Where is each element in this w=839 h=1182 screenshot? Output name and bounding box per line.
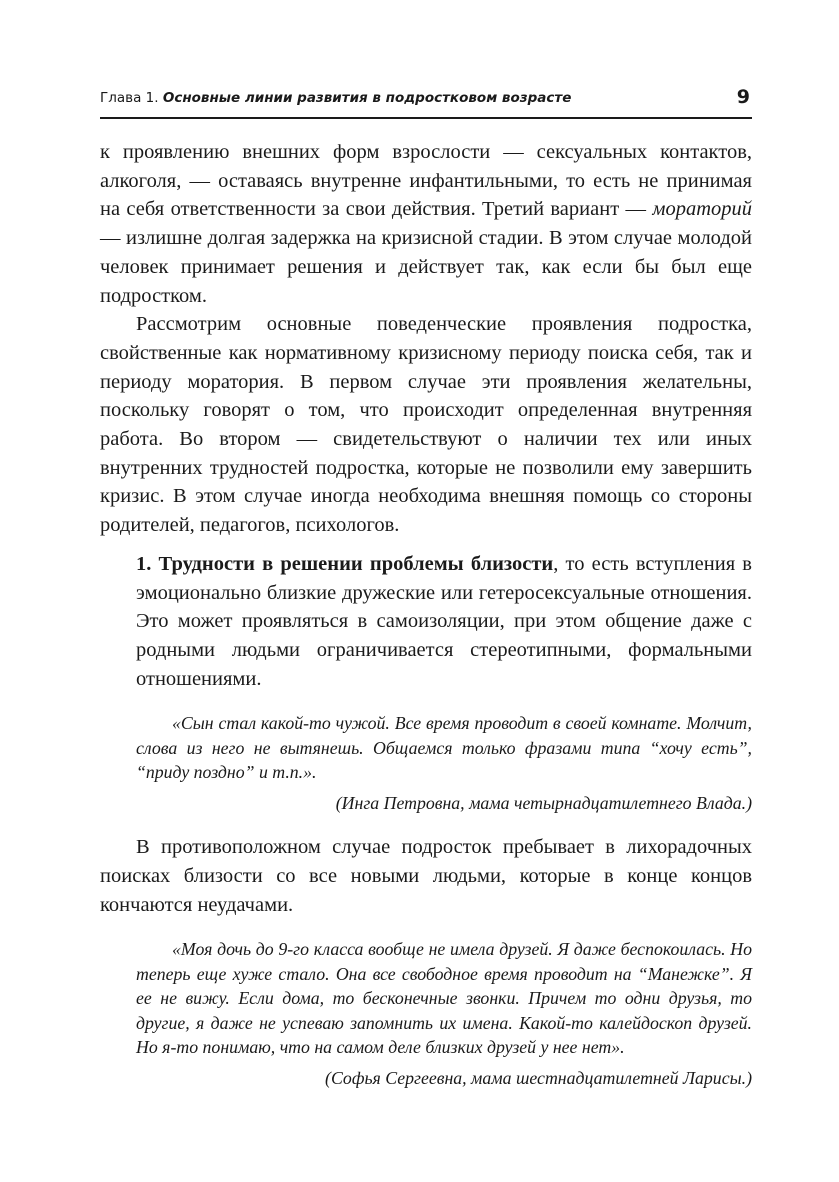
header-divider bbox=[100, 117, 752, 119]
numbered-item-text: , то есть вступления в эмоционально близкие дружеские или гетеросексуальные отношения. Это может проявляться в самоизоляции, при этом общение даже с родными людьми ограничивается стереотипными, формальными отношениями. bbox=[136, 552, 752, 690]
paragraph: Рассмотрим основные поведенческие проявления подростка, свойственные как нормативному кризисному периоду поиска себя, так и периоду моратория. В первом случае эти проявления желательны, поскольку говорят о том, что происходит определенная внутренняя работа. Во втором — свидетельствуют о наличии тех или иных внутренних трудностей подростка, которые не позволили ему завершить кризис. В этом случае иногда необходима внешняя помощь со стороны родителей, педагогов, психологов. bbox=[100, 313, 752, 537]
chapter-title: Основные линии развития в подростковом возрасте bbox=[162, 90, 572, 106]
numbered-item bbox=[100, 550, 752, 694]
paragraph: В противоположном случае подросток пребывает в лихорадочных поисках близости со все новыми людьми, которые в конце концов кончаются неудачами. bbox=[100, 836, 752, 916]
page-number: 9 bbox=[736, 86, 750, 108]
paragraph-text: к проявлению внешних форм взрослости — сексуальных контактов, алкоголя, — оставаясь внутренне инфантильными, то есть не принимая на себя ответственности за свои действия. Третий вариант — bbox=[100, 141, 752, 221]
main-text bbox=[100, 138, 752, 1090]
quote-block: «Моя дочь до 9-го класса вообще не имела друзей. Я даже беспокоилась. Но теперь еще хуже стало. Она все свободное время проводит на “Манежке”. Я ее не вижу. Если дома, то бесконечные звонки. Причем то одни друзья, то другие, я даже не успеваю запомнить их имена. Какой-то калейдоскоп друзей. Но я-то понимаю, что на самом деле близких друзей у нее нет». bbox=[136, 939, 752, 1058]
paragraph-text: — излишне долгая задержка на кризисной стадии. В этом случае молодой человек принимает решения и действует так, как если бы был еще подростком. bbox=[100, 227, 752, 307]
running-header bbox=[100, 86, 750, 116]
quote-attribution: (Инга Петровна, мама четырнадцатилетнего Влада.) bbox=[335, 792, 752, 813]
quote-attribution: (Софья Сергеевна, мама шестнадцатилетней Ларисы.) bbox=[325, 1067, 752, 1088]
paragraph-continuation bbox=[100, 138, 752, 310]
numbered-item-heading: 1. Трудности в решении проблемы близости bbox=[136, 552, 554, 575]
chapter-heading bbox=[100, 90, 571, 106]
chapter-prefix: Глава 1. bbox=[100, 90, 159, 106]
term-emphasis: мораторий bbox=[652, 198, 753, 221]
quote-block: «Сын стал какой-то чужой. Все время проводит в своей комнате. Молчит, слова из него не вытянешь. Общаемся только фразами типа “хочу есть”, “приду поздно” и т.п.». bbox=[136, 713, 752, 783]
